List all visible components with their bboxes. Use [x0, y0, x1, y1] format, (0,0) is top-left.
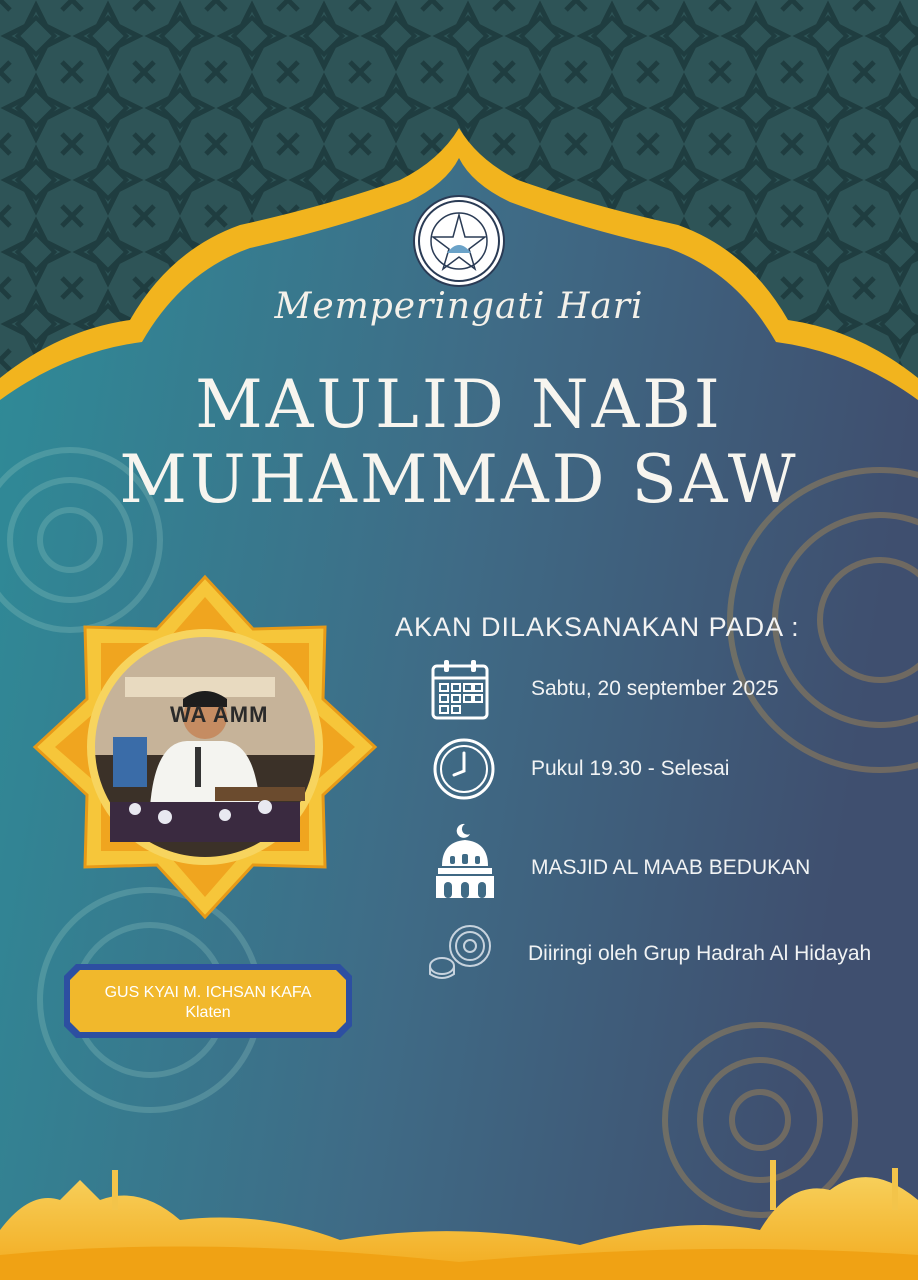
logo-emblem-icon: [415, 197, 503, 285]
calendar-icon: [430, 658, 490, 722]
event-date: Sabtu, 20 september 2025: [531, 677, 779, 700]
speaker-info: [62, 983, 354, 1023]
hadrah-drum-icon: [424, 922, 494, 982]
poster-subtitle: Memperingati Hari: [274, 286, 644, 327]
event-time: Pukul 19.30 - Selesai: [531, 757, 730, 780]
speaker-origin: Klaten: [185, 1004, 231, 1021]
organization-logo: [413, 195, 505, 287]
mosque-icon: [434, 822, 496, 900]
announcement-heading: AKAN DILAKSANAKAN PADA :: [395, 612, 800, 642]
poster-title-line1: MAULID NABI: [195, 366, 723, 443]
clock-icon: [432, 737, 496, 801]
photo-banner-text: WA AMM: [170, 702, 269, 727]
event-location: MASJID AL MAAB BEDUKAN: [531, 856, 811, 879]
speaker-photo-frame: [30, 572, 380, 922]
speaker-name: GUS KYAI M. ICHSAN KAFA: [104, 984, 312, 1001]
poster-title-line2: MUHAMMAD SAW: [119, 441, 799, 518]
event-accompaniment: Diiringi oleh Grup Hadrah Al Hidayah: [528, 942, 872, 965]
